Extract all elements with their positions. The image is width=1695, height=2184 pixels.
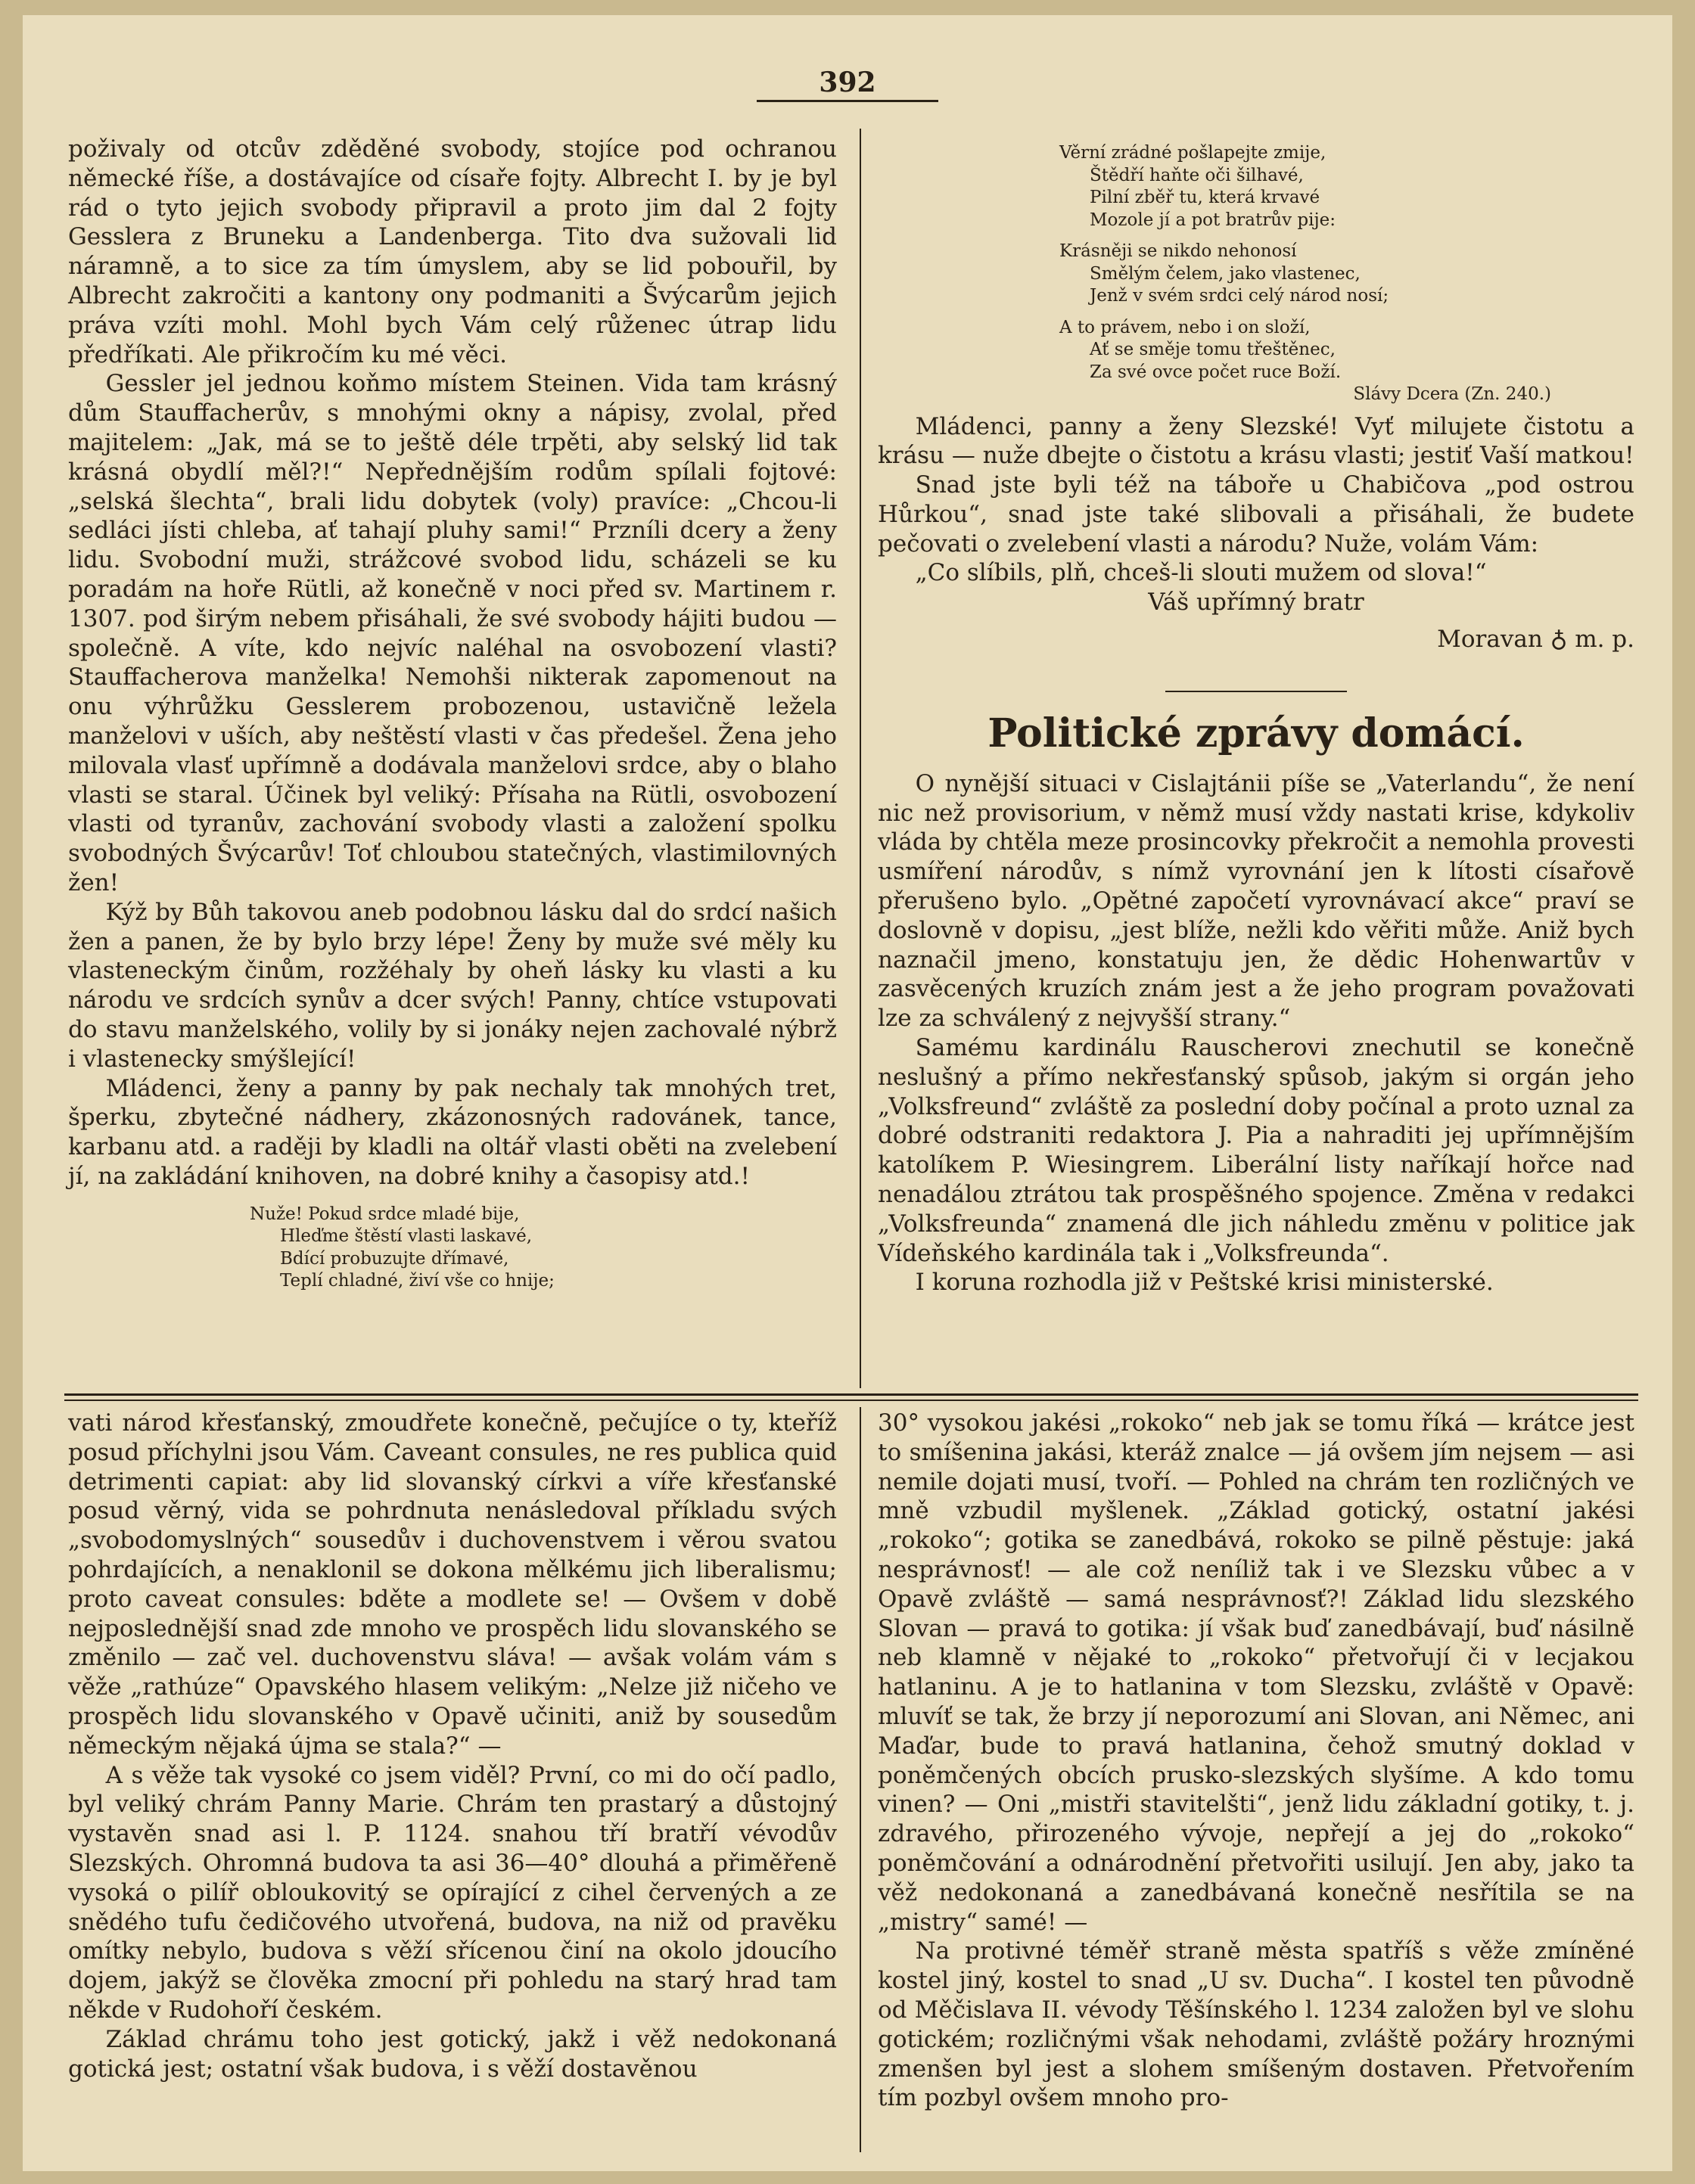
poem-line: Věrní zrádné pošlapejte zmije, <box>1059 143 1326 163</box>
signature: Moravan ♁ m. p. <box>1437 626 1634 654</box>
lower-left-column <box>68 1409 837 2083</box>
poem-line: Bdící probuzujte dřímavé, <box>280 1248 509 1269</box>
upper-right-column <box>878 142 1634 1297</box>
paragraph: 30° vysokou jakési „rokoko“ neb jak se tomu říká — krátce jest to smíšenina jakási, kteráž znalce — já ovšem jím nejsem — asi nemile dojati musí, tvoří. — Pohled na chrám ten rozličných ve mně vzbudil myšlenek. „Základ gotický, ostatní jakési „rokoko“; gotika se zanedbává, rokoko se pilně pěstuje: jaká nesprávnosť! — ale což neníliž tak i ve Slezsku vůbec a v Opavě zvláště — samá nesprávnosť?! Základ lidu slezského Slovan — pravá to gotika: jí však buď zanedbávají, buď násilně neb klamně v nějaké to „rokoko“ přetvořují či v lecjakou hatlaninu. A je to hatlanina v tom Slezsku, zvláště v Opavě: mluvíť se tak, že brzy jí neporozumí ani Slovan, ani Němec, ani Maďar, bude to pravá hatlanina, čehož smutný doklad v poněmčených obcích prusko-slezských slyšíme. A kdo tomu vinen? — Oni „mistři stavitelšti“, jenž lidu základní gotiky, t. j. zdravého, přirozeného vývoje, nepřejí a jej do „rokoko“ poněmčování a odnárodnění přetvořiti usilují. Jen aby, jako ta věž nedokonaná a zanedbávaná konečně nesřítila se na „mistry“ samé! — <box>878 1409 1634 1936</box>
column-divider <box>860 129 861 1388</box>
poem-line: Mozole jí a pot bratrův pije: <box>1090 210 1336 230</box>
page-number-rule <box>757 100 938 102</box>
poem-line: Pilní zběř tu, která krvavé <box>1090 188 1320 207</box>
paragraph: Mládenci, panny a ženy Slezské! Vyť milujete čistotu a krásu — nuže dbejte o čistotu a krásu vlasti; jestiť Vaší matkou! <box>878 412 1634 470</box>
newspaper-page <box>23 15 1672 2171</box>
closing: Váš upřímný bratr <box>1148 589 1364 617</box>
column-divider <box>860 1407 861 2152</box>
page-number: 392 <box>819 67 876 98</box>
paragraph: Samému kardinálu Rauscherovi znechutil se konečně neslušný a přímo nekřesťanský spůsob, jakým si orgán jeho „Volksfreund“ zvláště za poslední doby počínal a proto uznal za dobré odstraniti redaktora J. Pia a nahraditi jej upřímnějším katolíkem P. Wiesingrem. Liberální listy naříkají hořce nad nenadálou ztrátou tak prospěšného spojence. Změna v redakci „Volksfreunda“ znamená dle jich náhledu změnu v politice jak Vídeňského kardinála tak i „Volksfreunda“. <box>878 1034 1634 1267</box>
paragraph: O nynější situaci v Cislajtánii píše se „Vaterlandu“, že není nic než provisorium, v němž musí vždy nastati krise, kdykoliv vláda by chtěla meze prosincovky překročit a nemohla provesti usmíření národův, s nímž vyrovnání jen k lítosti císařově přerušeno bylo. „Opětné započetí vyrovnávací akce“ praví se doslovně v dopisu, „jest blíže, nežli kdo věřiti může. Aniž bych naznačil jmeno, konstatuju jen, že dědic Hohenwartův v zasvěcených kruzích znám jest a že jeho program považovati lze za schválený z nejvyšší strany.“ <box>878 769 1634 1033</box>
paragraph: Snad jste byli též na táboře u Chabičova „pod ostrou Hůrkou“, snad jste také slibovali a přisáhali, že budete pečovati o zvelebení vlasti a národu? Nuže, volám Vám: <box>878 471 1634 558</box>
quote: „Co slíbils, plň, chceš-li slouti mužem od slova!“ <box>915 559 1487 587</box>
poem-line: Jenž v svém srdci celý národ nosí; <box>1090 286 1389 306</box>
horizontal-divider <box>64 1400 1638 1401</box>
paragraph: vati národ křesťanský, zmoudřete konečně, pečujíce o ty, kteříž posud příchylni jsou Vám. Caveant consules, ne res publica quid detrimenti capiat: aby lid slovanský církvi a víře křesťanské posud věrný, vida se pohrdnuta nenásledoval příkladu svých „svobodomyslných“ sousedův i duchovenstvem i věrou svatou pohrdajících, a nenaklonil se dokona mělkému jich liberalismu; proto caveat consules: bděte a modlete se! — Ovšem v době nejposlednější snad zde mnoho ve prospěch lidu slovanského se změnilo — zač vel. duchovenstvu sláva! — avšak volám vám s věže „rathúze“ Opavského hlasem velikým: „Nelze již ničeho ve prospěch lidu slovanského v Opavě učiniti, aniž by sousedům německým nějaká újma se stala?“ — <box>68 1409 837 1760</box>
section-heading: Politické zprávy domácí. <box>987 710 1525 756</box>
paragraph: Kýž by Bůh takovou aneb podobnou lásku dal do srdcí našich žen a panen, že by bylo brzy lépe! Ženy by muže své měly ku vlasteneckým činům, rozžéhaly by oheň lásky ku vlasti a ku národu ve srdcích synův a dcer svých! Panny, chtíce vstupovati do stavu manželského, volily by si jonáky nejen zachovalé nýbrž i vlastenecky smýšlející! <box>68 898 837 1073</box>
paragraph: A s věže tak vysoké co jsem viděl? První, co mi do očí padlo, byl veliký chrám Panny Marie. Chrám ten prastarý a důstojný vystavěn snad asi l. P. 1124. snahou tří bratří vévodův Slezských. Ohromná budova ta asi 36—40° dlouhá a přiměřeně vysoká o pilíř obloukovitý se opírající z cihel červených a ze snědého tufu čedičového utvořená, budova, na niž od pravěku omítky nebylo, budova s věží sřícenou činí na okolo jdoucího dojem, jakýž se člověka zmocní při pohledu na starý hrad tam někde v Rudohoří českém. <box>68 1761 837 2024</box>
poem-line: Štědří haňte oči šilhavé, <box>1090 165 1304 185</box>
upper-left-column <box>68 135 837 1293</box>
paragraph: Gessler jel jednou koňmo místem Steinen. Vida tam krásný dům Stauffacherův, s mnohými okny a nápisy, zvolal, před majitelem: „Jak, má se to ještě déle trpěti, aby selský lid tak krásná obydlí měl?!“ Nepřednějším rodům spílali fojtové: „selská šlechta“, brali lidu dobytek (voly) pravíce: „Chcou-li sedláci jísti chleba, ať tahají pluhy sami!“ Przníli dcery a ženy lidu. Svobodní muži, strážcové svobod lidu, scházeli se ku poradám na hoře Rütli, až konečně v noci před sv. Martinem r. 1307. pod širým nebem přisáhali, že své svobody hájiti budou — společně. A víte, kdo nejvíc naléhal na osvobození vlasti? Stauffacherova manželka! Nemohši nikterak zapomenout na onu výhrůžku Gesslerem probozenou, ustavičně ležela manželovi v uších, aby neštěstí vlasti v čas předešel. Žena jeho milovala vlasť upřímně a dodávala manželovi srdce, aby o blaho vlasti se staral. Účinek byl veliký: Přísaha na Rütli, osvobození vlasti od tyranův, zachování svobody vlasti a založení spolku svobodných Švýcarův! Toť chloubou statečných, vlastimilovných žen! <box>68 370 837 896</box>
poem-line: Ať se směje tomu třeštěnec, <box>1090 340 1336 359</box>
section-rule <box>1165 691 1347 692</box>
poem-line: Teplí chladné, živí vše co hnije; <box>280 1271 555 1291</box>
poem-line: A to právem, nebo i on složí, <box>1059 317 1311 337</box>
poem-stanza <box>250 1204 837 1293</box>
poem-line: Hleďme štěstí vlasti laskavé, <box>280 1226 533 1247</box>
poem-source: Slávy Dcera (Zn. 240.) <box>1353 384 1551 404</box>
poem-line: Krásněji se nikdo nehonosí <box>1059 241 1297 261</box>
poem-line: Smělým čelem, jako vlastenec, <box>1090 263 1361 284</box>
poem-line: Nuže! Pokud srdce mladé bije, <box>250 1204 520 1224</box>
paragraph: poživaly od otcův zděděné svobody, stojíce pod ochranou německé říše, a dostávajíce od císaře fojty. Albrecht I. by je byl rád o tyto jejich svobody připravil a proto jim dal 2 fojty Gesslera z Bruneku a Landenberga. Tito dva sužovali lid náramně, a to sice za tím úmyslem, aby se lid pobouřil, by Albrecht zakročiti a kantony ony podmaniti a Švýcarům jejich práva vzíti mohl. Mohl bych Vám celý růženec útrap lidu předříkati. Ale přikročím ku mé věci. <box>68 135 837 368</box>
poem-line: Za své ovce počet ruce Boží. <box>1090 362 1342 382</box>
paragraph: Základ chrámu toho jest gotický, jakž i věž nedokonaná gotická jest; ostatní však budova, i s věží dostavěnou <box>68 2025 837 2083</box>
lower-right-column <box>878 1409 1634 2113</box>
poem <box>1059 142 1634 406</box>
paragraph: Mládenci, ženy a panny by pak nechaly tak mnohých tret, šperku, zbytečné nádhery, zkázonosných radovánek, tance, karbanu atd. a raději by kladli na oltář vlasti oběti na zvelebení jí, na zakládání knihoven, na dobré knihy a časopisy atd.! <box>68 1074 837 1190</box>
paragraph: Na protivné téměř straně města spatříš s věže zmíněné kostel jiný, kostel to snad „U sv. Ducha“. I kostel ten původně od Měčislava II. vévody Těšínského l. 1234 založen byl ve slohu gotickém; rozličnými však nehodami, zvláště požáry hroznými zmenšen byl jest a slohem smíšeným dostaven. Přetvořením tím pozbyl ovšem mnoho pro- <box>878 1937 1634 2112</box>
horizontal-divider <box>64 1393 1638 1396</box>
paragraph: I koruna rozhodla již v Peštské krisi ministerské. <box>915 1269 1494 1297</box>
